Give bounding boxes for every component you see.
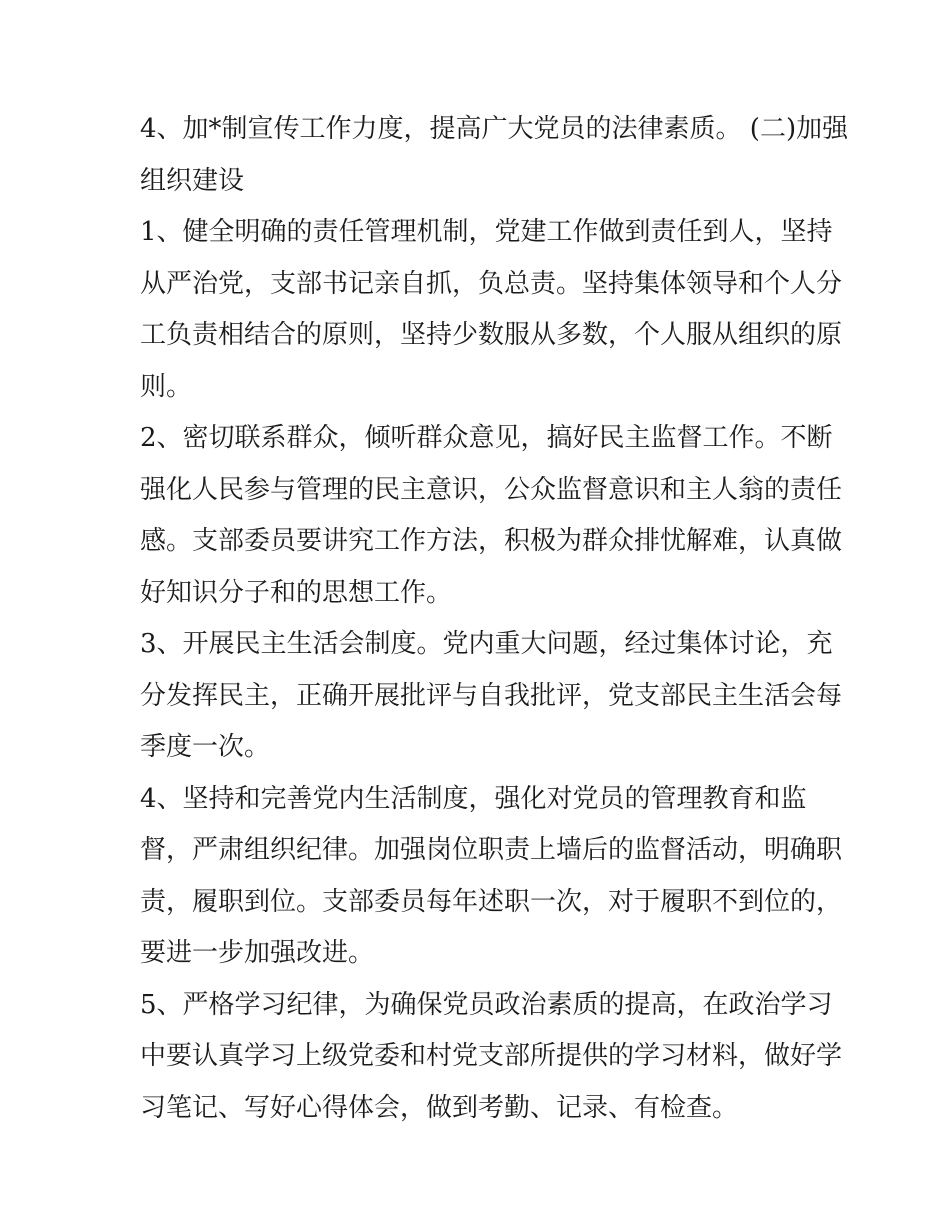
text-line: 从严治党，支部书记亲自抓，负总责。坚持集体领导和个人分	[140, 268, 843, 299]
text-line: 3、开展民主生活会制度。党内重大问题，经过集体讨论，充	[140, 629, 833, 659]
text-line: 责，履职到位。支部委员每年述职一次，对于履职不到位的，	[140, 886, 843, 917]
text-line: 5、严格学习纪律，为确保党员政治素质的提高，在政治学习	[140, 989, 833, 1020]
text-line: 4、坚持和完善党内生活制度，强化对党员的管理教育和监	[140, 783, 807, 814]
text-line: 要进一步加强改进。	[140, 938, 375, 968]
document-body	[140, 104, 849, 1134]
text-line: 分发挥民主，正确开展批评与自我批评，党支部民主生活会每	[140, 680, 843, 711]
text-line: 中要认真学习上级党委和村党支部所提供的学习材料，做好学	[140, 1041, 843, 1071]
text-line: 4、加*制宣传工作力度，提高广大党员的法律素质。 (二)加强	[140, 114, 849, 144]
text-line: 工负责相结合的原则，坚持少数服从多数，个人服从组织的原	[140, 320, 843, 350]
text-line: 则。	[140, 371, 193, 402]
text-line: 督，严肃组织纪律。加强岗位职责上墙后的监督活动，明确职	[140, 835, 843, 865]
text-line: 1、健全明确的责任管理机制，党建工作做到责任到人，坚持	[140, 217, 833, 247]
text-line: 季度一次。	[140, 732, 271, 762]
text-line: 2、密切联系群众，倾听群众意见，搞好民主监督工作。不断	[140, 423, 833, 453]
text-line: 好知识分子和的思想工作。	[140, 577, 453, 608]
text-line: 强化人民参与管理的民主意识，公众监督意识和主人翁的责任	[140, 474, 843, 505]
text-line: 习笔记、写好心得体会，做到考勤、记录、有检查。	[140, 1092, 739, 1123]
text-line: 感。支部委员要讲究工作方法，积极为群众排忧解难，认真做	[140, 526, 843, 556]
text-line: 组织建设	[140, 165, 245, 196]
